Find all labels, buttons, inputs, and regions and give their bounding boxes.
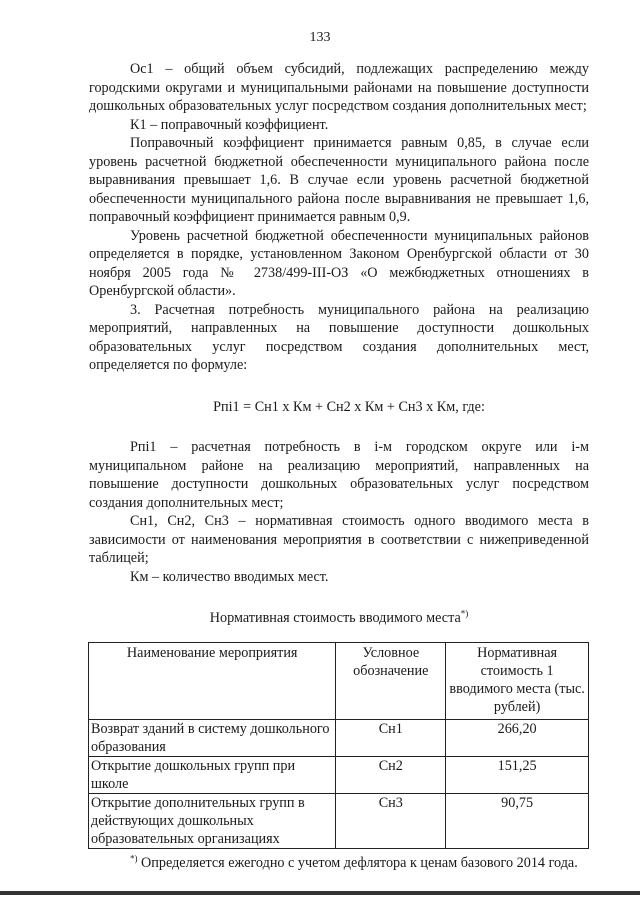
table-row [89,719,589,756]
cost-table [88,642,589,849]
paragraph-k1: К1 – поправочный коэффициент. [130,116,329,133]
footnote-text: Определяется ежегодно с учетом дефлятора к ценам базового 2014 года. [141,854,578,871]
footnote-mark: *) [130,852,138,863]
row-cost: 90,75 [446,793,589,848]
header-cost: Нормативная стоимость 1 вводимого места (тыс. рублей) [446,642,589,719]
table-header-row [89,642,589,719]
table-title-text: Нормативная стоимость вводимого места [209,610,461,626]
row-code: Сн2 [336,756,446,793]
header-name: Наименование мероприятия [89,642,336,719]
table-title-footnote-mark: *) [460,608,469,619]
paragraph-km: Км – количество вводимых мест. [130,568,329,585]
table-title [89,609,589,628]
row-cost: 151,25 [446,756,589,793]
paragraph-item-3: 3. Расчетная потребность муниципального района на реализацию мероприятий, направленных на повышение доступности дошкольных образовательных услуг посредством создания дополнительных мест, определяется по формуле: [89,301,589,373]
page-number: 133 [309,30,331,45]
footnote [89,854,589,873]
header-code: Условное обозначение [336,642,446,719]
row-code: Сн1 [336,719,446,756]
row-name: Открытие дополнительных групп в действующих дошкольных образовательных организациях [89,793,336,848]
scan-bottom-edge [0,891,640,895]
row-cost: 266,20 [446,719,589,756]
paragraph-budget-level: Уровень расчетной бюджетной обеспеченности муниципальных районов определяется в порядке, установленном Законом Оренбургской области от 30 ноября 2005 года № 2738/499-III-ОЗ «О межбюджетных отношениях в Оренбургской области». [89,227,589,299]
paragraph-sn-codes: Сн1, Сн2, Сн3 – нормативная стоимость одного вводимого места в зависимости от наименования мероприятия в соответствии с нижеприведенной таблицей; [89,513,589,566]
paragraph-rpi1: Рпi1 – расчетная потребность в i-м городском округе или i-м муниципальном районе на реализацию мероприятий, направленных на повышение доступности дошкольных образовательных услуг посредством создания дополнительных мест; [89,439,589,511]
paragraph-os1: Ос1 – общий объем субсидий, подлежащих распределению между городскими округами и муниципальными районами на повышение доступности дошкольных образовательных услуг посредством создания дополнительных мест; [89,61,589,114]
formula: Рпi1 = Сн1 x Км + Сн2 x Км + Сн3 x Км, где: [213,398,485,415]
table-row [89,793,589,848]
paragraph-correction-coefficient: Поправочный коэффициент принимается равным 0,85, в случае если уровень расчетной бюджетной обеспеченности муниципального района после выравнивания превышает 1,6. В случае если уровень расчетной бюджетной обеспеченности муниципального района после выравнивания не превышает 1,6, поправочный коэффициент принимается равным 0,9. [89,135,589,225]
table-row [89,756,589,793]
row-name: Открытие дошкольных групп при школе [89,756,336,793]
row-name: Возврат зданий в систему дошкольного образования [89,719,336,756]
row-code: Сн3 [336,793,446,848]
document-body [89,60,589,872]
